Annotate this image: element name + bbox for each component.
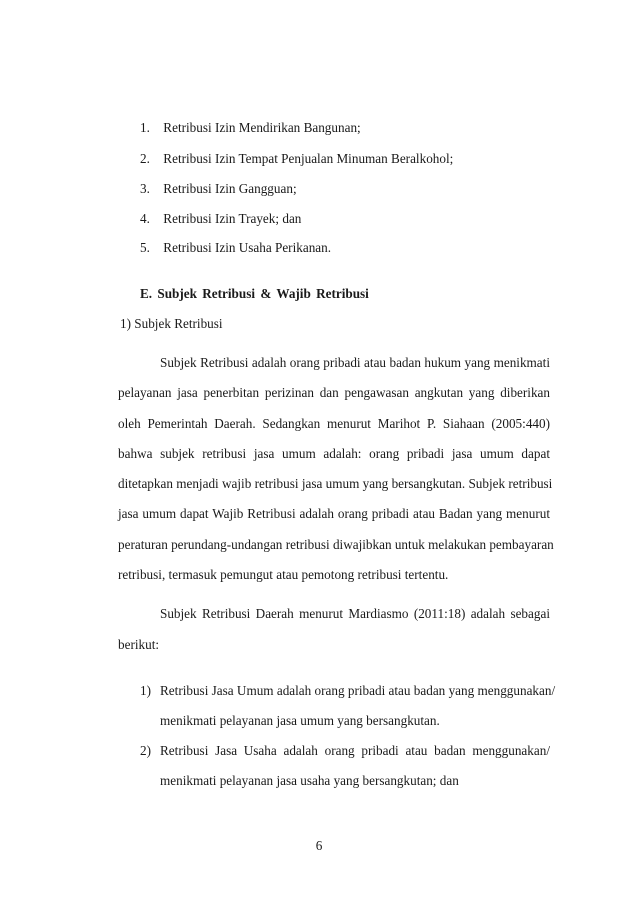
sub-list-line [160,683,556,699]
paragraph-line [160,355,550,371]
paragraph-line: jasa umum dapat Wajib Retribusi adalah orang pribadi atau Badan yang menurut [118,506,550,521]
list-text: Retribusi Izin Trayek; dan [163,211,302,226]
sub-list-number: 1) [140,683,151,698]
sub-list-number: 2) [140,743,151,758]
list-number: 4. [140,211,150,226]
sub-list-line: menikmati pelayanan jasa usaha yang bersangkutan; dan [160,773,459,788]
subsection-heading: 1) Subjek Retribusi [120,316,223,331]
list-text: Retribusi Izin Gangguan; [163,181,297,196]
list-text: Retribusi Izin Tempat Penjualan Minuman Beralkohol; [163,151,454,166]
paragraph-line [160,606,550,622]
paragraph-line: ditetapkan menjadi wajib retribusi jasa umum yang bersangkutan. Subjek retribusi [118,476,553,491]
sub-list-line [160,743,550,759]
list-text: Retribusi Izin Mendirikan Bangunan; [163,120,361,135]
paragraph-line: retribusi, termasuk pemungut atau pemotong retribusi tertentu. [118,567,449,582]
paragraph-line: berikut: [118,637,160,652]
paragraph-line-text: Subjek Retribusi Daerah menurut Mardiasmo (2011:18) adalah sebagai [160,606,550,621]
list-item [140,240,331,256]
list-item [140,211,301,227]
list-number: 2. [140,151,150,166]
section-heading: E. Subjek Retribusi & Wajib Retribusi [140,286,369,301]
paragraph-line: bahwa subjek retribusi jasa umum adalah: orang pribadi jasa umum dapat [118,446,550,461]
sub-list-line: menikmati pelayanan jasa umum yang bersangkutan. [160,713,440,728]
sub-list-line-text: Retribusi Jasa Umum adalah orang pribadi atau badan yang menggunakan/ [160,683,556,698]
sub-list-line-text: Retribusi Jasa Usaha adalah orang pribadi atau badan menggunakan/ [160,743,550,758]
list-number: 5. [140,240,150,255]
paragraph-line: peraturan perundang-undangan retribusi diwajibkan untuk melakukan pembayaran [118,537,554,552]
paragraph-line: pelayanan jasa penerbitan perizinan dan pengawasan angkutan yang diberikan [118,385,550,400]
list-item [140,181,297,197]
list-text: Retribusi Izin Usaha Perikanan. [163,240,332,255]
paragraph-line: oleh Pemerintah Daerah. Sedangkan menurut Marihot P. Siahaan (2005:440) [118,416,550,431]
paragraph-line-text: Subjek Retribusi adalah orang pribadi atau badan hukum yang menikmati [160,355,550,370]
list-number: 1. [140,120,150,135]
list-item [140,120,361,136]
page-number: 6 [315,838,323,853]
list-item [140,151,453,167]
list-number: 3. [140,181,150,196]
